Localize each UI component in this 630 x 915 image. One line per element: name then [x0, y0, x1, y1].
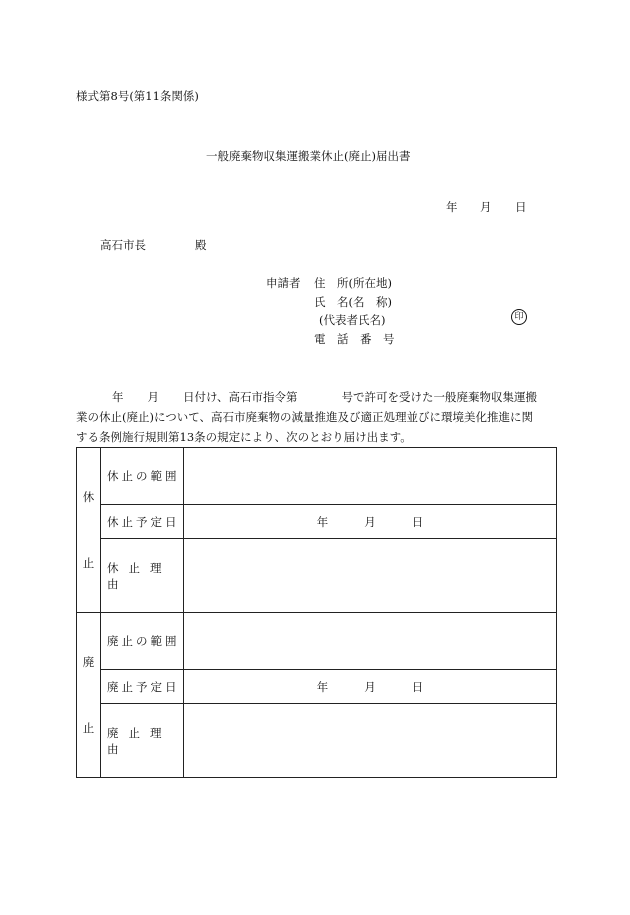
applicant-label: 申請者 [266, 276, 301, 290]
abolition-date-day: 日 [411, 679, 424, 694]
applicant-phone-label: 電 話 番 号 [314, 332, 395, 346]
suspension-date-field[interactable] [184, 505, 557, 539]
body-day-text: 日付け、高石市指令第 [183, 390, 298, 404]
applicant-name-label: 氏 名(名 称) [314, 295, 392, 309]
abolition-date-month: 月 [364, 679, 376, 694]
body-line1-rest: 号で許可を受けた一般廃棄物収集運搬 [341, 390, 538, 404]
notification-table [76, 447, 557, 778]
suspension-category-char-1: 休 [82, 490, 95, 504]
abolition-reason-field[interactable] [184, 704, 557, 778]
suspension-reason-label: 休止理由 [101, 539, 184, 613]
date-month: 月 [480, 200, 492, 214]
abolition-date-label: 廃止予定日 [101, 670, 184, 704]
form-number: 様式第8号(第11条関係) [76, 89, 199, 103]
body-line-2: 業の休止(廃止)について、高石市廃棄物の減量推進及び適正処理並びに環境美化推進に関 [76, 410, 534, 424]
suspension-category [77, 448, 101, 613]
addressee-name: 高石市長 [100, 238, 146, 252]
suspension-date-year: 年 [316, 514, 329, 529]
abolition-reason-label: 廃止理由 [101, 704, 184, 778]
body-line-3: する条例施行規則第13条の規定により、次のとおり届け出ます。 [76, 430, 412, 444]
suspension-category-char-2: 止 [82, 556, 95, 570]
date-year: 年 [446, 200, 458, 214]
document-title: 一般廃棄物収集運搬業休止(廃止)届出書 [206, 149, 411, 163]
abolition-category [77, 613, 101, 778]
date-day: 日 [515, 200, 527, 214]
suspension-scope-label: 休止の範囲 [101, 448, 184, 505]
suspension-scope-field[interactable] [184, 448, 557, 505]
seal-mark: 印 [511, 309, 527, 325]
suspension-date-label: 休止予定日 [101, 505, 184, 539]
body-month: 月 [147, 390, 159, 404]
addressee-honorific: 殿 [195, 238, 207, 252]
abolition-scope-label: 廃止の範囲 [101, 613, 184, 670]
abolition-scope-field[interactable] [184, 613, 557, 670]
suspension-reason-field[interactable] [184, 539, 557, 613]
abolition-date-field[interactable] [184, 670, 557, 704]
applicant-representative-label: (代表者氏名) [319, 313, 386, 327]
applicant-address-label: 住 所(所在地) [314, 276, 392, 290]
abolition-category-char-1: 廃 [82, 655, 95, 669]
body-year: 年 [112, 390, 124, 404]
abolition-category-char-2: 止 [82, 721, 95, 735]
abolition-date-year: 年 [316, 679, 329, 694]
suspension-date-day: 日 [411, 514, 424, 529]
suspension-date-month: 月 [364, 514, 376, 529]
